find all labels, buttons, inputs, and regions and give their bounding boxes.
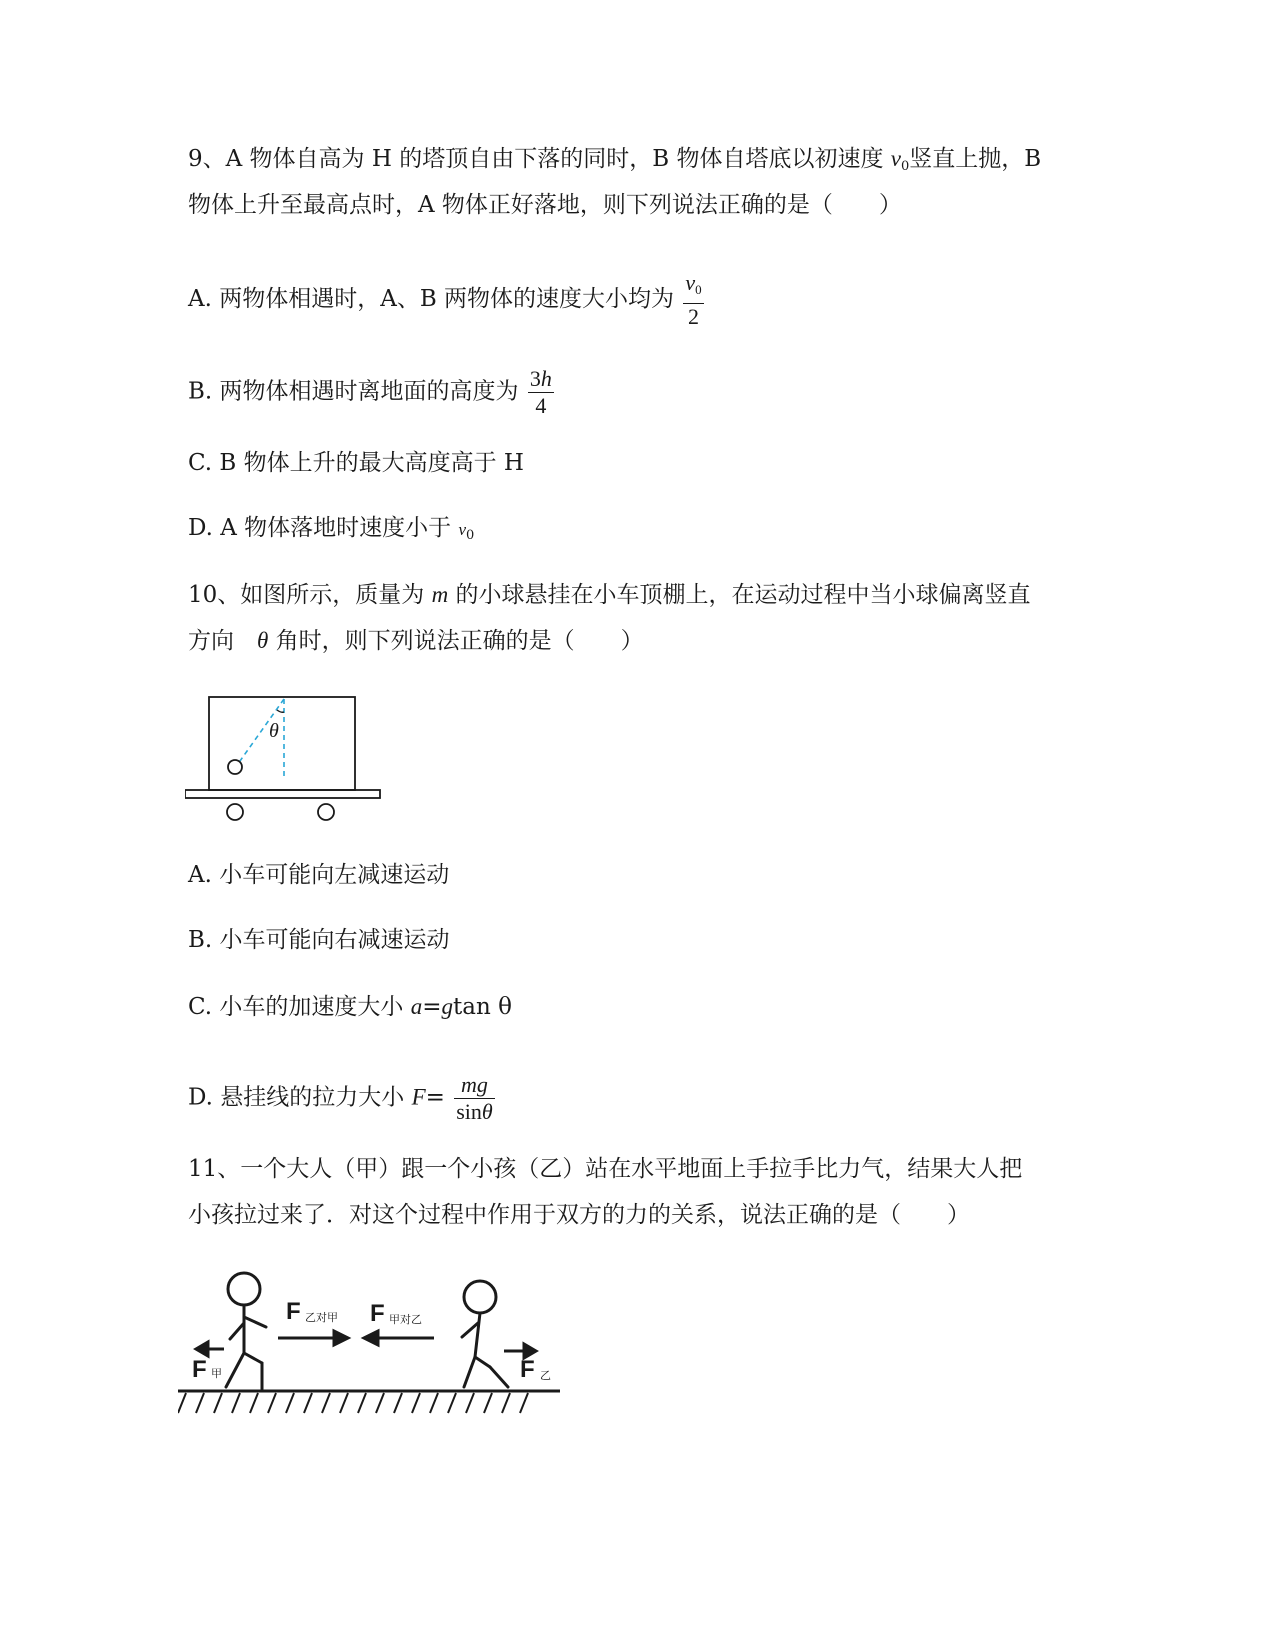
fraction-mg-over-sin-theta: $\frac{mg}{\sin\theta}$ [456, 1072, 493, 1124]
adult-jia-figure [226, 1273, 266, 1389]
q9-option-a: A. 两物体相遇时，A、B 两物体的速度大小均为 $\frac{v_0}{2}$ [188, 270, 702, 329]
pendulum-ball [228, 760, 242, 774]
label-f-yi: F [520, 1356, 535, 1383]
q10-option-b: B. 小车可能向右减速运动 [188, 927, 450, 953]
ground-hatching [178, 1393, 528, 1413]
q11-stem-line2: 小孩拉过来了．对这个过程中作用于双方的力的关系，说法正确的是（ ） [188, 1202, 970, 1228]
fraction-v0-over-2: $\frac{v_0}{2}$ [685, 270, 702, 329]
label-f-yi-dui-jia: F [286, 1298, 301, 1325]
label-sub-yi-dui-jia: 乙对甲 [305, 1312, 338, 1324]
cart-pendulum-figure [185, 690, 390, 825]
tug-of-war-figure [178, 1265, 568, 1425]
q10-stem-line1: 10、如图所示，质量为 m 的小球悬挂在小车顶棚上，在运动过程中当小球偏离竖直 [188, 582, 1031, 608]
label-sub-yi: 乙 [540, 1370, 551, 1382]
cart-base [185, 790, 380, 798]
cart-body [209, 697, 355, 790]
angle-arc [277, 710, 284, 712]
cart-wheel-right [318, 804, 334, 820]
q10-option-c: C. 小车的加速度大小 a=gtan θ [188, 994, 512, 1020]
q9-option-c: C. B 物体上升的最大高度高于 H [188, 450, 524, 476]
q9-stem-line1: 9、A 物体自高为 H 的塔顶自由下落的同时，B 物体自塔底以初速度 $v_0$竖直上抛，B [188, 146, 1042, 174]
q9-stem-line2: 物体上升至最高点时，A 物体正好落地，则下列说法正确的是（ ） [188, 192, 902, 218]
arrowhead-right [334, 1331, 348, 1345]
cart-wheel-left [227, 804, 243, 820]
label-f-jia: F [192, 1356, 207, 1383]
fraction-3h-over-4: $\frac{3h}{4}$ [529, 366, 552, 418]
theta-label: θ [269, 720, 279, 742]
child-yi-figure [462, 1281, 508, 1387]
q10-stem-line2: 方向 θ 角时，则下列说法正确的是（ ） [188, 628, 644, 654]
q11-stem-line1: 11、一个大人（甲）跟一个小孩（乙）站在水平地面上手拉手比力气，结果大人把 [188, 1156, 1023, 1182]
label-sub-jia: 甲 [211, 1368, 222, 1380]
q9-option-b: B. 两物体相遇时离地面的高度为 $\frac{3h}{4}$ [188, 366, 552, 418]
arrowhead-left-small [196, 1342, 208, 1356]
q10-option-a: A. 小车可能向左减速运动 [188, 862, 450, 888]
q10-option-d: D. 悬挂线的拉力大小 F= $\frac{mg}{\sin\theta}$ [188, 1072, 493, 1124]
label-f-jia-dui-yi: F [370, 1300, 385, 1327]
label-sub-jia-dui-yi: 甲对乙 [389, 1314, 422, 1326]
arrowhead-left [364, 1331, 378, 1345]
q9-option-d: D. A 物体落地时速度小于 $v_0$ [188, 515, 475, 543]
